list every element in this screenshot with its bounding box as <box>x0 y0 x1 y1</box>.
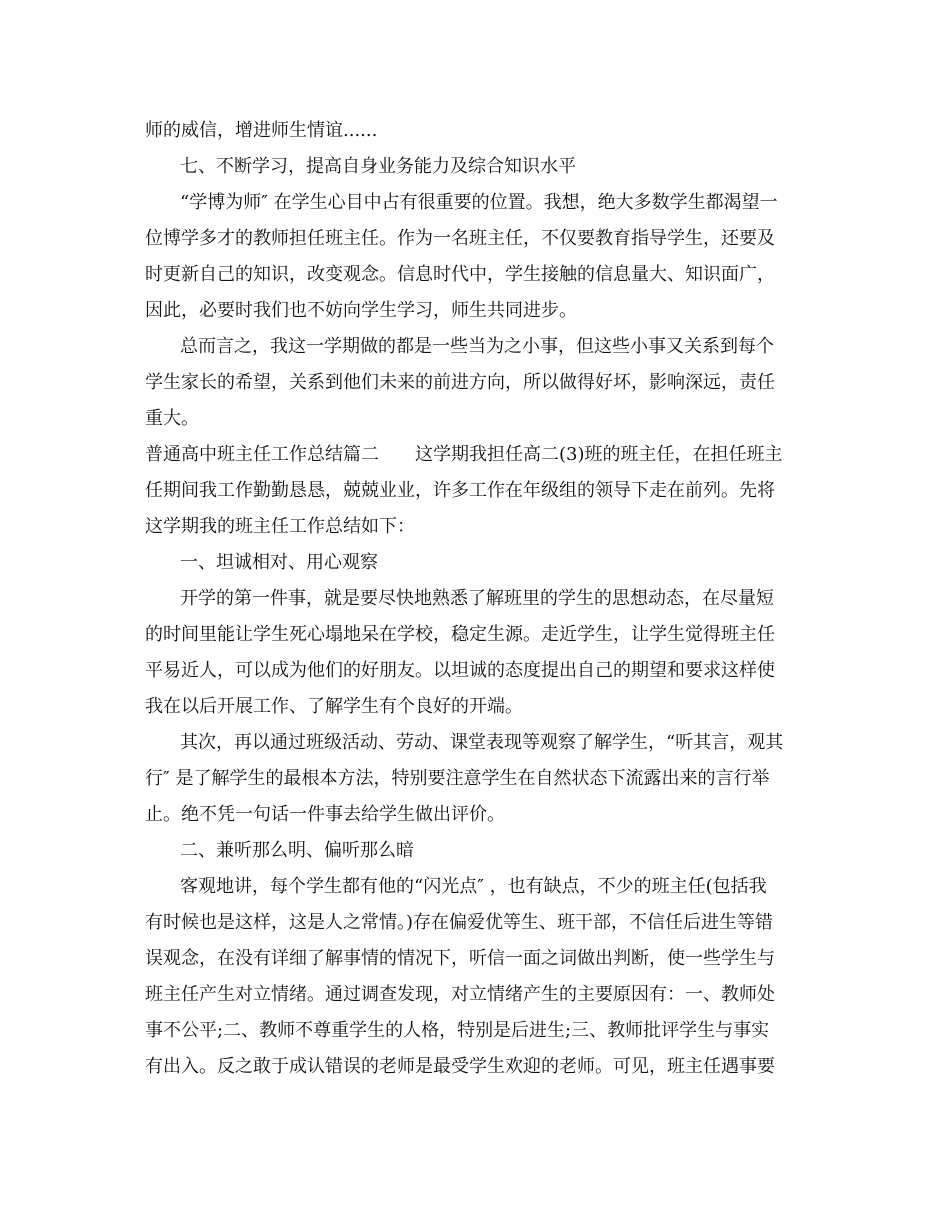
text-line: 行″ 是了解学生的最根本方法，特别要注意学生在自然状态下流露出来的言行举 <box>145 768 770 789</box>
text-line: 总而言之，我这一学期做的都是一些当为之小事，但这些小事又关系到每个 <box>180 336 774 357</box>
text-line: 位博学多才的教师担任班主任。作为一名班主任，不仅要教育指导学生，还要及 <box>145 228 775 249</box>
text-line: 学生家长的希望，关系到他们未来的前进方向，所以做得好坏，影响深远，责任 <box>145 372 775 393</box>
text-line: 重大。 <box>145 408 199 429</box>
text-line: 有时候也是这样，这是人之常情。)存在偏爱优等生、班干部，不信任后进生等错 <box>145 912 774 933</box>
article-title-line: 普通高中班主任工作总结篇二 这学期我担任高二(3)班的班主任，在担任班主 <box>145 444 783 465</box>
text-line: 因此，必要时我们也不妨向学生学习，师生共同进步。 <box>145 300 577 321</box>
text-line: 开学的第一件事，就是要尽快地熟悉了解班里的学生的思想动态，在尽量短 <box>180 588 774 609</box>
text-line: 平易近人，可以成为他们的好朋友。以坦诚的态度提出自己的期望和要求这样使 <box>145 660 775 681</box>
text-line: 这学期我的班主任工作总结如下： <box>145 516 415 537</box>
text-line: 时更新自己的知识，改变观念。信息时代中，学生接触的信息量大、知识面广， <box>145 264 775 285</box>
text-line: 师的威信，增进师生情谊...... <box>145 120 378 141</box>
text-line: 的时间里能让学生死心塌地呆在学校，稳定生源。走近学生，让学生觉得班主任 <box>145 624 775 645</box>
section-heading: 一、坦诚相对、用心观察 <box>180 552 378 573</box>
text-line: 止。绝不凭一句话一件事去给学生做出评价。 <box>145 804 505 825</box>
text-line: 误观念，在没有详细了解事情的情况下，听信一面之词做出判断，使一些学生与 <box>145 948 775 969</box>
text-line: 客观地讲，每个学生都有他的“闪光点″ ，也有缺点，不少的班主任(包括我 <box>180 876 767 897</box>
text-line: “学博为师″ 在学生心目中占有很重要的位置。我想，绝大多数学生都渴望一 <box>180 192 778 213</box>
text-line: 有出入。反之敢于成认错误的老师是最受学生欢迎的老师。可见，班主任遇事要 <box>145 1056 775 1077</box>
text-line: 我在以后开展工作、了解学生有个良好的开端。 <box>145 696 523 717</box>
text-line: 其次，再以通过班级活动、劳动、课堂表现等观察了解学生，“听其言，观其 <box>180 732 784 753</box>
section-heading: 七、不断学习，提高自身业务能力及综合知识水平 <box>180 156 576 177</box>
text-line: 班主任产生对立情绪。通过调查发现，对立情绪产生的主要原因有：一、教师处 <box>145 984 775 1005</box>
section-heading: 二、兼听那么明、偏听那么暗 <box>180 840 414 861</box>
text-line: 事不公平;二、教师不尊重学生的人格，特别是后进生;三、教师批评学生与事实 <box>145 1020 770 1041</box>
text-line: 任期间我工作勤勤恳恳，兢兢业业，许多工作在年级组的领导下走在前列。先将 <box>145 480 775 501</box>
